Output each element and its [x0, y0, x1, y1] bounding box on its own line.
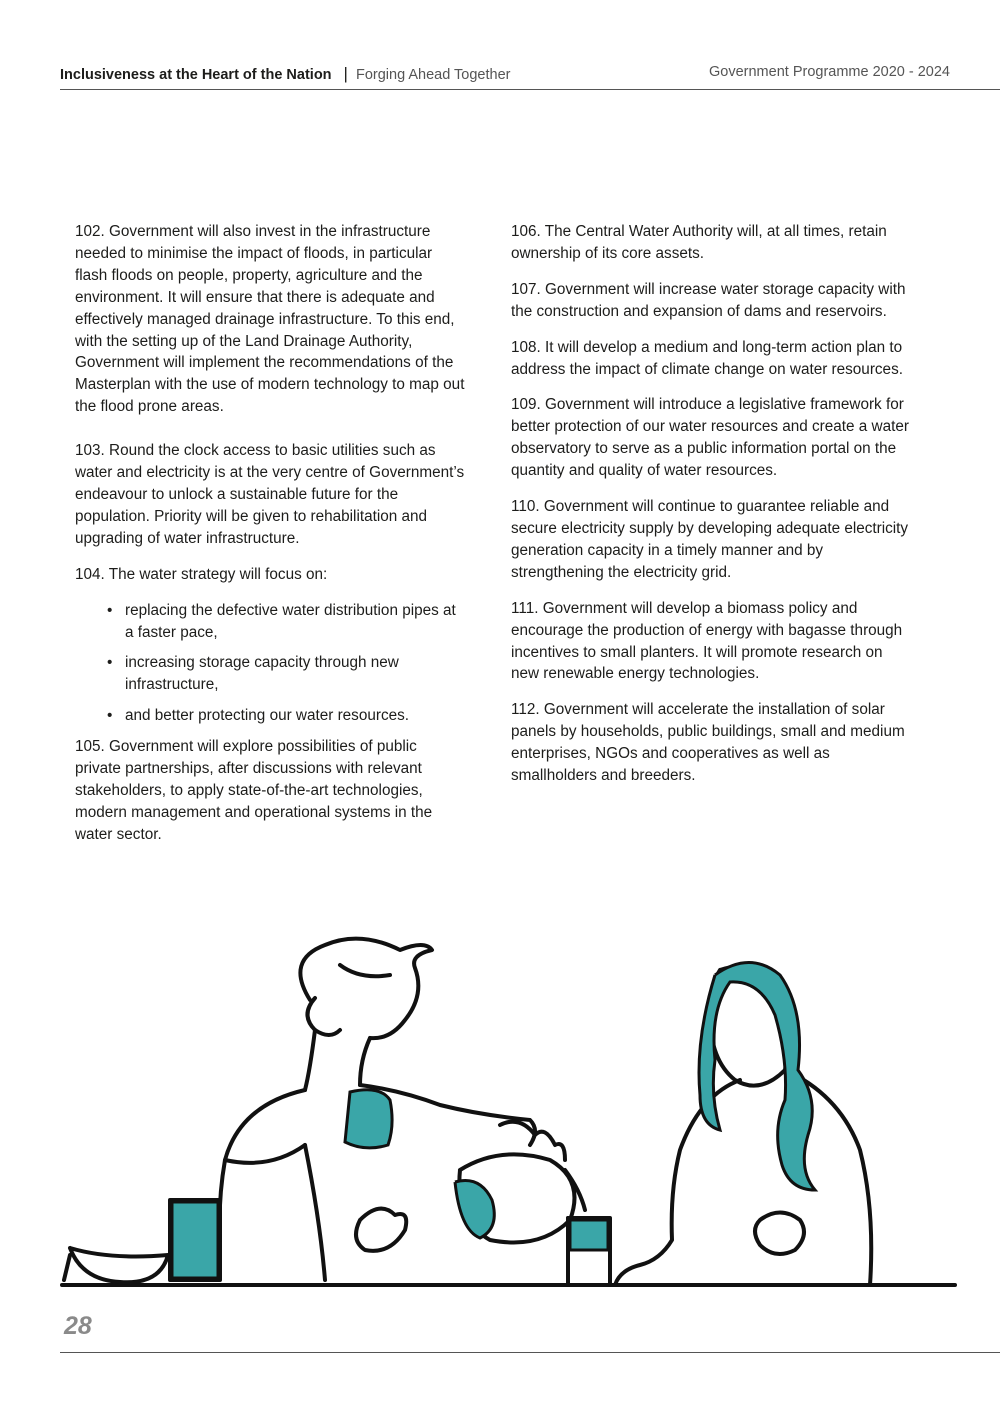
left-column [75, 221, 465, 860]
page-number: 28 [64, 1312, 92, 1340]
paragraph-104: 104. The water strategy will focus on: [75, 565, 328, 583]
paragraph-109: 109. Government will introduce a legislative framework for better protection of our water resources and create a water observatory to serve as a public information portal on the quantity and quality of water resources. [511, 396, 909, 480]
paragraph-103: 103. Round the clock access to basic utilities such as water and electricity is at the very centre of Government’s endeavour to unlock a sustainable future for the population. Priority will be given to rehabilitation and upgrading of water infrastructure. [75, 442, 465, 547]
people-sharing-water-illustration [60, 920, 960, 1295]
paragraph-107: 107. Government will increase water storage capacity with the construction and expansion of dams and reservoirs. [511, 280, 906, 320]
header-separator: | [343, 64, 348, 83]
header-left [60, 64, 510, 84]
paragraph-105: 105. Government will explore possibilities of public private partnerships, after discussions with relevant stakeholders, to apply state-of-the-art technologies, modern management and operational systems in the water sector. [75, 738, 433, 843]
paragraph-102: 102. Government will also invest in the infrastructure needed to minimise the impact of floods, in particular flash floods on people, property, agriculture and the environment. It will ensure that there is adequate and effectively managed drainage infrastructure. To this end, with the setting up of the Land Drainage Authority, Government will implement the recommendations of the Masterplan with the use of modern technology to map out the flood prone areas. [75, 223, 465, 416]
list-item: • and better protecting our water resources. [107, 705, 465, 727]
header-subtitle: Forging Ahead Together [355, 67, 511, 83]
paragraph-106: 106. The Central Water Authority will, at all times, retain ownership of its core assets. [511, 223, 887, 262]
paragraph-110: 110. Government will continue to guarantee reliable and secure electricity supply by developing adequate electricity generation capacity in a timely manner and by strengthening the electricity grid. [511, 498, 909, 581]
illustration-svg [60, 920, 960, 1295]
header-programme: Government Programme 2020 - 2024 [709, 64, 950, 80]
water-strategy-list [75, 600, 465, 728]
paragraph-111: 111. Government will develop a biomass policy and encourage the production of energy with bagasse through incentives to small planters. It will promote research on new renewable energy technologies. [511, 599, 903, 683]
paragraph-112: 112. Government will accelerate the installation of solar panels by households, public buildings, small and medium enterprises, NGOs and cooperatives as well as smallholders and breeders. [511, 701, 905, 785]
list-item: • increasing storage capacity through new infrastructure, [107, 652, 465, 696]
right-column [511, 221, 911, 801]
page-header [60, 62, 950, 86]
header-divider [60, 89, 1000, 90]
footer-divider [60, 1352, 1000, 1353]
paragraph-108: 108. It will develop a medium and long-term action plan to address the impact of climate change on water resources. [511, 338, 903, 378]
list-item: • replacing the defective water distribution pipes at a faster pace, [107, 600, 465, 644]
header-title: Inclusiveness at the Heart of the Nation [60, 67, 332, 83]
